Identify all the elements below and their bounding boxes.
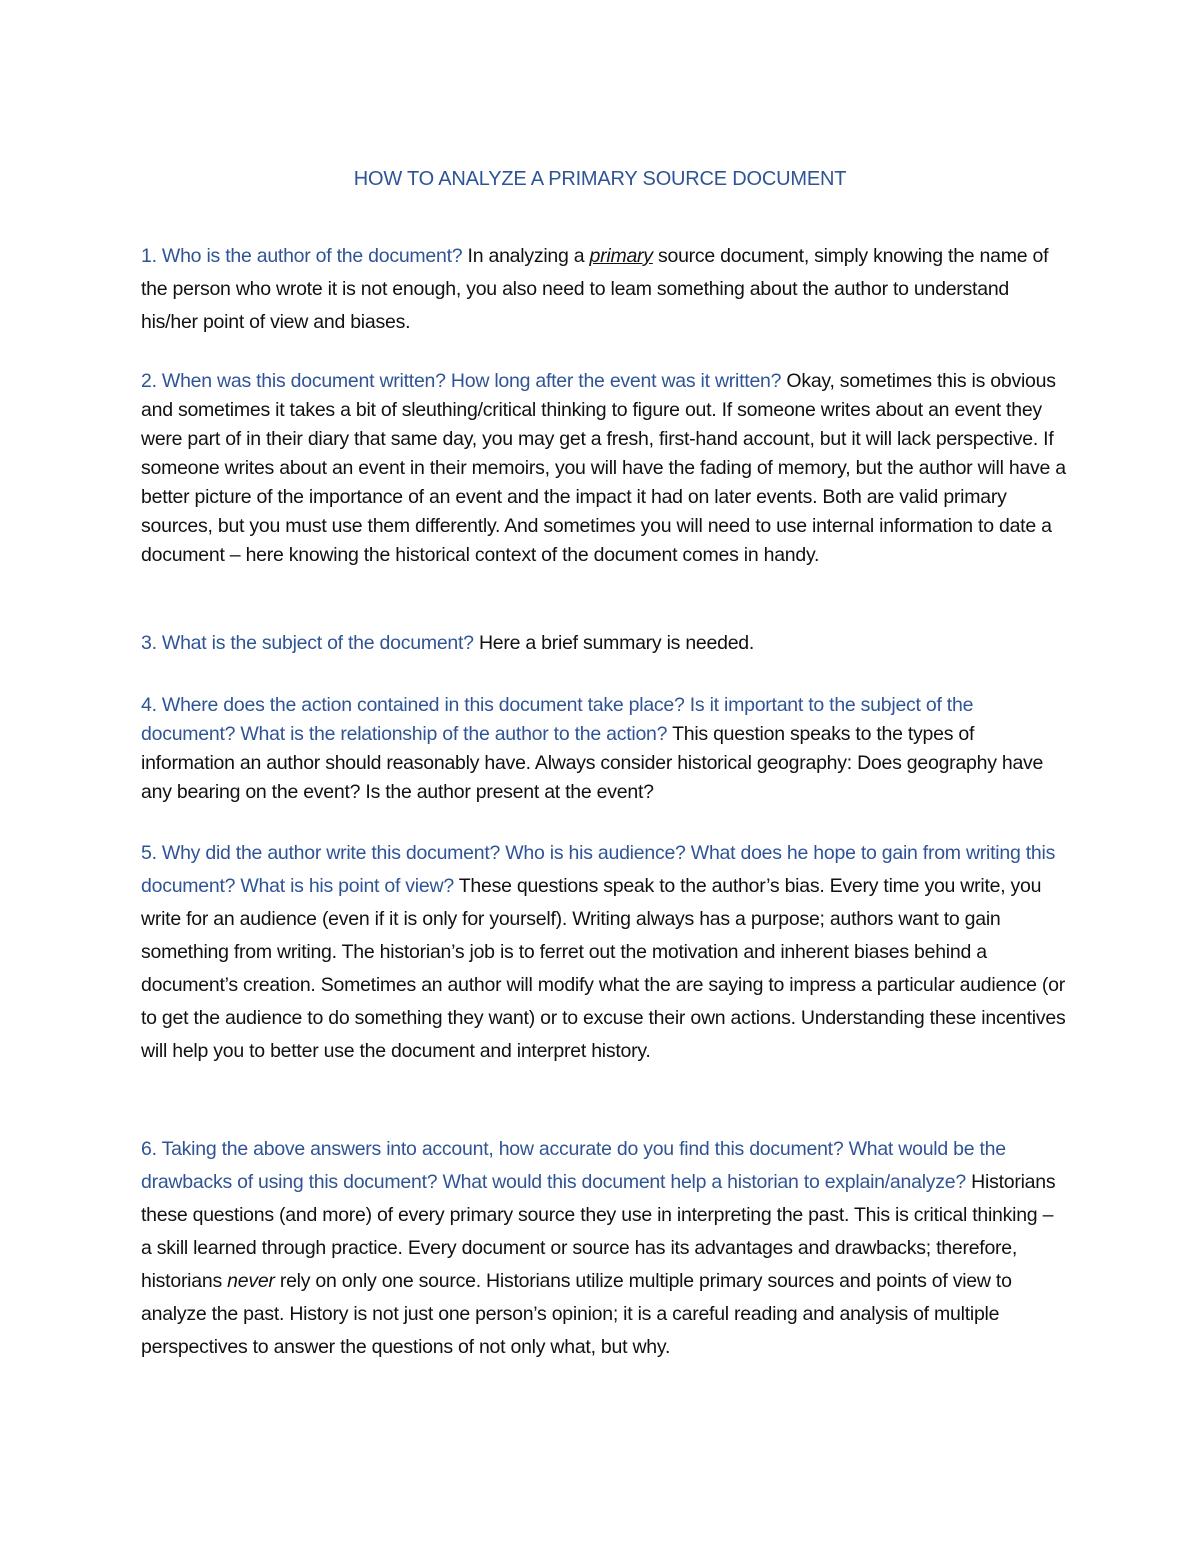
- section-6-body-post: rely on only one source. Historians utilize multiple primary sources and points of view to analyze the past. History is not just one person’s opinion; it is a careful reading and analysis of multiple perspectives to answer the questions of not only what, but why.: [141, 1270, 1012, 1358]
- section-1-body-post: source document, simply knowing the name of the person who wrote it is not enough, you also need to leam something about the author to understand his/her point of view and biases.: [141, 245, 1049, 333]
- section-4-question: 4. Where does the action contained in this document take place? Is it important to the subject of the document? What is the relationship of the author to the action?: [141, 694, 974, 745]
- section-4-body: This question speaks to the types of information an author should reasonably have. Always consider historical geography: Does geography have any bearing on the event? Is the author present at the event?: [141, 723, 1044, 803]
- section-1-body-pre: In analyzing a: [462, 245, 590, 267]
- section-1-question: 1. Who is the author of the document?: [141, 245, 463, 267]
- section-6: [141, 1133, 1066, 1364]
- section-3-body: Here a brief summary is needed.: [473, 632, 755, 654]
- section-1: [141, 240, 1066, 339]
- section-1-emphasis: primary: [589, 245, 653, 267]
- document-title: HOW TO ANALYZE A PRIMARY SOURCE DOCUMENT: [353, 168, 847, 190]
- section-5: [141, 837, 1066, 1068]
- section-5-body: These questions speak to the author’s bias. Every time you write, you write for an audience (even if it is only for yourself). Writing always has a purpose; authors want to gain something from writing. The historian’s job is to ferret out the motivation and inherent biases behind a document’s creation. Sometimes an author will modify what the are saying to impress a particular audience (or to get the audience to do something they want) or to excuse their own actions. Understanding these incentives will help you to better use the document and interpret history.: [141, 875, 1066, 1062]
- section-2-body: Okay, sometimes this is obvious and sometimes it takes a bit of sleuthing/critical thinking to figure out. If someone writes about an event they were part of in their diary that same day, you may get a fresh, first-hand account, but it will lack perspective. If someone writes about an event in their memoirs, you will have the fading of memory, but the author will have a better picture of the importance of an event and the impact it had on later events. Both are valid primary sources, but you must use them differently. And sometimes you will need to use internal information to date a document – here knowing the historical context of the document comes in handy.: [141, 370, 1066, 566]
- section-2: [141, 367, 1066, 570]
- section-6-question: 6. Taking the above answers into account, how accurate do you find this document? What would be the drawbacks of using this document? What would this document help a historian to explain/analyze?: [141, 1138, 1006, 1193]
- section-2-question: 2. When was this document written? How long after the event was it written?: [141, 370, 782, 392]
- section-6-body-pre: Historians these questions (and more) of every primary source they use in interpreting the past. This is critical thinking – a skill learned through practice. Every document or source has its advantages and drawbacks; therefore, historians: [141, 1171, 1056, 1292]
- section-6-emphasis: never: [227, 1270, 275, 1292]
- section-5-question: 5. Why did the author write this document? Who is his audience? What does he hope to gain from writing this document? What is his point of view?: [141, 842, 1056, 897]
- section-3: [141, 629, 1066, 658]
- section-4: [141, 691, 1066, 807]
- section-3-question: 3. What is the subject of the document?: [141, 632, 474, 654]
